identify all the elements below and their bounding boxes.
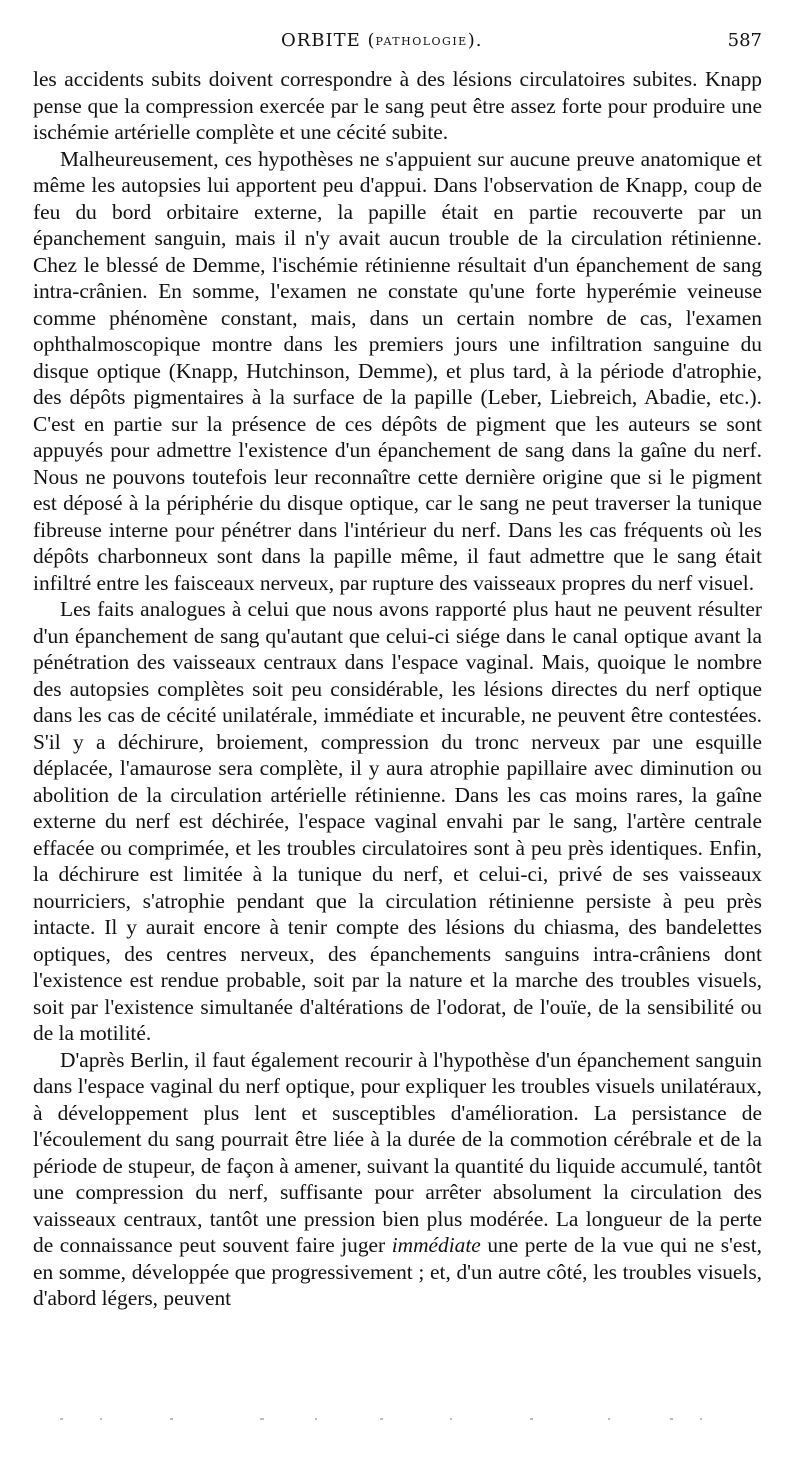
paragraph: Les faits analogues à celui que nous avons rapporté plus haut ne peuvent résulter d'un épanchement de sang qu'autant que celui-ci siége dans le canal optique avant la pénétration des vaisseaux centraux dans l'espace vaginal. Mais, quoique le nombre des autopsies complètes soit peu considérable, les lésions directes du nerf optique dans les cas de cécité unilatérale, immédiate et incurable, ne peuvent être contestées. S'il y a déchirure, broiement, compression du tronc nerveux par une esquille déplacée, l'amaurose sera complète, il y aura atrophie papillaire avec diminution ou abolition de la circulation artérielle rétinienne. Dans les cas moins rares, la gaîne externe du nerf est déchirée, l'espace vaginal envahi par le sang, l'artère centrale effacée ou comprimée, et les troubles circulatoires sont à peu près identiques. Enfin, la déchirure est limitée à la tunique du nerf, et celui-ci, privé de ses vaisseaux nourriciers, s'atrophie pendant que la circulation rétinienne persiste à peu près intacte. Il y aurait encore à tenir compte des lésions du chiasma, des bandelettes optiques, des centres nerveux, des épanchements sanguins intra-crâniens dont l'existence est rendue probable, soit par la nature et la marche des troubles visuels, soit par l'existence simultanée d'altérations de l'odorat, de l'ouïe, de la sensibilité ou de la motilité. bbox=[33, 597, 762, 1045]
speck bbox=[700, 1418, 702, 1420]
paragraph-text: une perte de la vue qui ne s'est, en somme, développée que progressivement ; et, d'un autre côté, les troubles visuels, d'abord légers, peuvent bbox=[33, 1233, 762, 1310]
print-specks bbox=[60, 1418, 720, 1424]
running-title-open: ( bbox=[360, 30, 376, 51]
speck bbox=[260, 1418, 264, 1420]
running-title-subtitle: PATHOLOGIE bbox=[375, 35, 468, 48]
speck bbox=[670, 1418, 673, 1420]
running-title-close: ). bbox=[467, 30, 483, 51]
body-text bbox=[33, 66, 762, 1312]
running-title-main: ORBITE bbox=[281, 30, 361, 51]
speck bbox=[380, 1418, 383, 1420]
speck bbox=[100, 1418, 102, 1420]
italic-term: immédiate bbox=[391, 1233, 481, 1257]
paragraph-continuation: les accidents subits doivent correspondre à des lésions circulatoires subites. Knapp pense que la compression exercée par le sang peut être assez forte pour produire une ischémie artérielle complète et une cécité subite. bbox=[33, 67, 762, 144]
running-title bbox=[281, 30, 482, 51]
speck bbox=[60, 1418, 63, 1420]
speck bbox=[315, 1418, 317, 1420]
speck bbox=[608, 1418, 610, 1420]
speck bbox=[170, 1418, 173, 1420]
running-header bbox=[33, 30, 762, 60]
paragraph: Malheureusement, ces hypothèses ne s'appuient sur aucune preuve anatomique et même les autopsies lui apportent peu d'appui. Dans l'observation de Knapp, coup de feu du bord orbitaire externe, la papille était en partie recouverte par un épanchement sanguin, mais il n'y avait aucun trouble de la circulation rétinienne. Chez le blessé de Demme, l'ischémie rétinienne résultait d'un épanchement de sang intra-crânien. En somme, l'examen ne constate qu'une forte hyperémie veineuse comme phénomène constant, mais, dans un certain nombre de cas, l'examen ophthalmoscopique montre dans les premiers jours une infiltration sanguine du disque optique (Knapp, Hutchinson, Demme), et plus tard, à la période d'atrophie, des dépôts pigmentaires à la surface de la papille (Leber, Liebreich, Abadie, etc.). C'est en partie sur la présence de ces dépôts de pigment que les auteurs se sont appuyés pour admettre l'existence d'un épanchement de sang dans la gaîne du nerf. Nous ne pouvons toutefois leur reconnaître cette dernière origine que si le pigment est déposé à la périphérie du disque optique, car le sang ne peut traverser la tunique fibreuse interne pour pénétrer dans l'intérieur du nerf. Dans les cas fréquents où les dépôts charbonneux sont dans la papille même, il faut admettre que le sang était infiltré entre les faisceaux nerveux, par rupture des vaisseaux propres du nerf visuel. bbox=[33, 146, 762, 595]
speck bbox=[530, 1418, 533, 1420]
paragraph-text: D'après Berlin, il faut également recourir à l'hypothèse d'un épanchement sanguin dans l'espace vaginal du nerf optique, pour expliquer les troubles visuels unilatéraux, à développement plus lent et susceptibles d'amélioration. La persistance de l'écoulement du sang pourrait être liée à la durée de la commotion cérébrale et de la période de stupeur, de façon à amener, suivant la quantité du liquide accumulé, tantôt une compression du nerf, suffisante pour arrêter absolument la circulation des vaisseaux centraux, tantôt une pression bien plus modérée. La longueur de la perte de connaissance peut souvent faire juger bbox=[33, 1047, 762, 1257]
page-number: 587 bbox=[727, 30, 762, 51]
paragraph bbox=[33, 1047, 762, 1312]
speck bbox=[450, 1418, 452, 1420]
